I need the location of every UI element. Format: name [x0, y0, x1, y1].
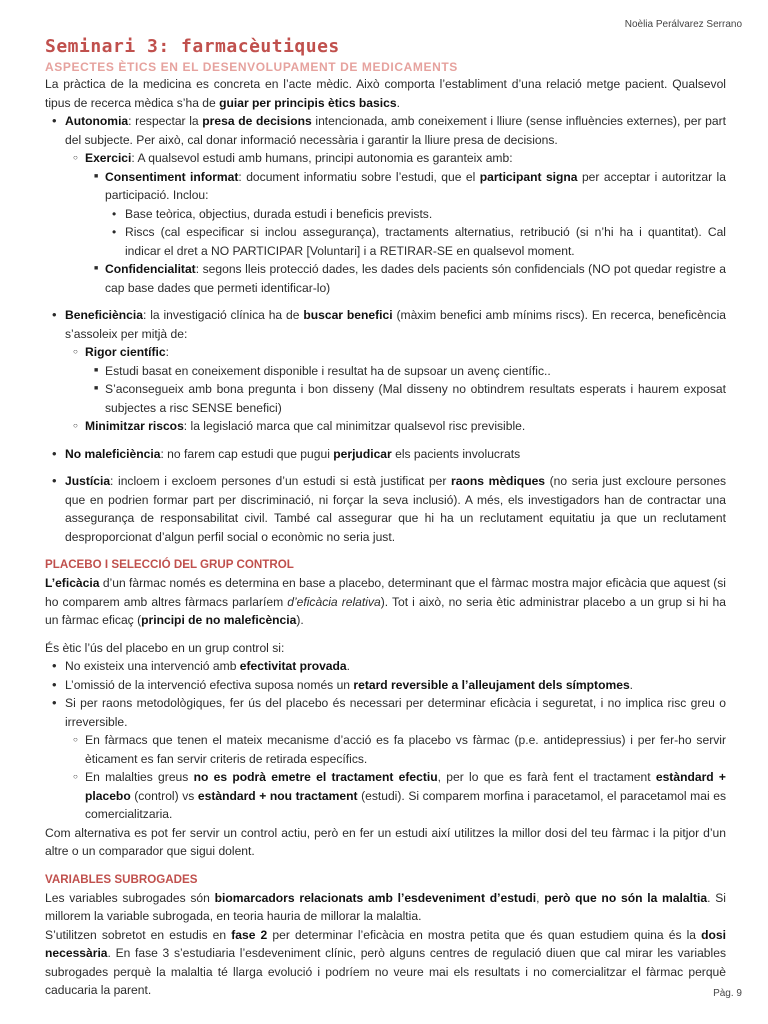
- bold-text: biomarcadors relacionats amb l’esdeveniment d’estudi: [214, 890, 537, 905]
- text: La pràctica de la medicina es concreta en l’acte mèdic. Això comporta l’establiment d’una relació metge pacient. Qualsevol tipus de recerca mèdica s’ha de: [45, 77, 726, 110]
- principle-label: Justícia: [65, 474, 111, 488]
- variables-paragraph-2: [45, 926, 726, 1000]
- document-body: [45, 36, 726, 1000]
- placebo-conditions-intro: És ètic l’ús del placebo en un grup control si:: [45, 640, 285, 655]
- list-item: • Base teòrica, objectius, durada estudi i beneficis prevists.: [105, 205, 726, 224]
- sublist: [65, 149, 726, 297]
- item-label: Rigor científic: [85, 345, 166, 359]
- text: .: [629, 677, 634, 692]
- text: En malalties greus: [85, 770, 194, 784]
- text: (màxim benefici amb mínims riscs). En recerca, beneficència s’assoleix per mitjà de:: [65, 308, 726, 341]
- section-heading-placebo: PLACEBO I SELECCIÓ DEL GRUP CONTROL: [45, 558, 294, 571]
- principle-autonomia: [45, 112, 726, 297]
- ethical-principles-list: [45, 112, 726, 546]
- text: S’utilitzen sobretot en estudis en: [45, 927, 232, 942]
- text: : incloem i excloem persones d’un estudi si està justificat per: [110, 474, 452, 488]
- variables-paragraph-1: [45, 889, 726, 926]
- bold-text: fase 2: [231, 927, 268, 942]
- text: : la investigació clínica ha de: [142, 308, 304, 322]
- bold-text: principi de no maleficència: [141, 613, 297, 627]
- bold-text: dosi necessària: [45, 927, 727, 960]
- item-label: Confidencialitat: [105, 262, 196, 276]
- bold-text: estàndard + placebo: [85, 770, 726, 803]
- bold-text: guiar per principis ètics basics: [219, 95, 397, 110]
- list-item: [45, 657, 726, 676]
- bold-text: retard reversible a l’alleujament dels símptomes: [353, 677, 630, 692]
- text: No existeix una intervenció amb: [65, 659, 240, 673]
- text: ,: [536, 890, 545, 905]
- text: :: [165, 345, 170, 359]
- principle-justicia: [45, 472, 726, 546]
- text: per acceptar i autoritzar la participació. Inclou:: [105, 169, 726, 202]
- sublist: [105, 205, 726, 261]
- list-item: ■ S’aconsegueix amb bona pregunta i bon disseny (Mal disseny no obtindrem resultats esperats i haurem exposat subjectes a risc SENSE benefici): [85, 380, 726, 417]
- exercici-item: [65, 149, 726, 297]
- sublist: [65, 731, 726, 824]
- rigor-item: [65, 343, 726, 417]
- page-number: Pàg. 9: [713, 988, 742, 999]
- text: , per lo que es farà fent el tractament: [437, 770, 656, 784]
- list-item: ■ Estudi basat en coneixement disponible i resultat ha de supsoar un avenç científic..: [85, 362, 726, 381]
- text: d’un fàrmac només es determina en base a placebo, determinant que el fàrmac mostra major eficàcia que aquest (si ho comparem amb altres fàrmacs parlaríem: [45, 576, 726, 609]
- sublist: [85, 168, 726, 298]
- list-item: [45, 676, 726, 695]
- item-label: Consentiment informat: [105, 169, 239, 184]
- bold-text: estàndard + nou tractament: [197, 788, 358, 803]
- intro-paragraph: [45, 75, 726, 112]
- text: (estudi). Si comparem morfina i paracetamol, el paracetamol mai es comercialitzaria.: [85, 788, 726, 821]
- text: . Si millorem la variable subrogada, en teoria hauria de millorar la malaltia.: [45, 890, 726, 923]
- text: (control) vs: [130, 788, 198, 803]
- text: els pacients involucrats: [391, 446, 521, 461]
- text: : respectar la: [128, 114, 203, 128]
- item-label: Exercici: [85, 151, 132, 165]
- text: (no seria just excloure persones que en podrien formar part per discriminació, ni forçar la seva inclusió). A més, els investigadors han de contractar una assegurança de responsabilitat civil. També cal assegurar que hi ha un reclutament equitatiu ja que un reclutament desproporcionat d’algun perfil social o econòmic no seria just.: [65, 474, 727, 544]
- principle-label: Beneficiència: [65, 308, 143, 322]
- bold-text: perjudicar: [333, 446, 392, 461]
- author-name: Noèlia Perálvarez Serrano: [624, 19, 742, 30]
- text: ).: [296, 613, 304, 627]
- sublist: [65, 343, 726, 436]
- principle-no-maleficiencia: [45, 445, 726, 464]
- text: Les variables subrogades són: [45, 890, 215, 905]
- text: per determinar l’eficàcia en mostra petita que és quan estudiem quina és la: [267, 927, 702, 942]
- text: : no farem cap estudi que pugui: [160, 446, 334, 461]
- text: .: [396, 95, 400, 110]
- section-heading-variables: VARIABLES SUBROGADES: [45, 872, 198, 886]
- text: ). Tot i això, no seria ètic administrar placebo a un grup si hi ha un fàrmac eficaç (: [45, 594, 726, 627]
- section-subtitle: ASPECTES ÈTICS EN EL DESENVOLUPAMENT DE MEDICAMENTS: [45, 60, 458, 74]
- placebo-conditions-list: [45, 657, 726, 824]
- bold-text: participant signa: [479, 169, 578, 184]
- consentiment-item: [85, 168, 726, 261]
- bold-text: L’eficàcia: [45, 576, 100, 590]
- confidencialitat-item: [85, 260, 726, 297]
- sublist: [85, 362, 726, 418]
- page-title: Seminari 3: farmacèutiques: [45, 36, 340, 57]
- text: . En fase 3 s’estudiaria l’esdeveniment clínic, però alguns centres de regulació diuen que cal mirar les variables subrogades perquè la malaltia té llarga evolució i podríem no veure mai els resultats i no comercialitzar el fàrmac perquè caducaria la parent.: [45, 946, 726, 997]
- list-item: [65, 768, 726, 824]
- principle-beneficiencia: [45, 306, 726, 436]
- text: intencionada, amb coneixement i lliure (sense influències externes), per part del subjecte. Per això, cal donar informació necessària i garantir la lliure presa de decisions.: [65, 114, 726, 147]
- bold-text: no es podrà emetre el tractament efectiu: [193, 770, 438, 784]
- principle-label: No maleficiència: [65, 446, 161, 461]
- text: : A qualsevol estudi amb humans, principi autonomia es garanteix amb:: [131, 151, 513, 165]
- item-label: Minimitzar riscos: [85, 419, 184, 433]
- bold-text: buscar benefici: [303, 308, 393, 322]
- text: L’omissió de la intervenció efectiva suposa només un: [65, 677, 354, 692]
- placebo-alternative-paragraph: Com alternativa es pot fer servir un control actiu, però en fer un estudi així utilitzes la millor dosi del teu fàrmac i la pitjor d’un altre o un comparador que sigui dolent.: [45, 825, 726, 858]
- list-item: [45, 694, 726, 824]
- bold-text: però que no són la malaltia: [544, 890, 708, 905]
- bold-text: raons mèdiques: [451, 474, 546, 488]
- list-item: ○ En fàrmacs que tenen el mateix mecanisme d’acció es fa placebo vs fàrmac (p.e. antidepressius) i per fer-ho servir èticament es fan servir criteris de retirada específics.: [65, 731, 726, 768]
- text: : document informatiu sobre l’estudi, que el: [238, 169, 480, 184]
- minimitzar-item: [65, 417, 726, 436]
- placebo-paragraph: [45, 574, 726, 630]
- text: .: [346, 659, 351, 673]
- italic-text: d’eficàcia relativa: [287, 594, 381, 609]
- principle-label: Autonomia: [65, 114, 129, 128]
- bold-text: presa de decisions: [202, 114, 312, 128]
- text: Si per raons metodològiques, fer ús del placebo és necessari per determinar eficàcia i seguretat, i no implica risc greu o irreversible.: [65, 696, 726, 729]
- text: : la legislació marca que cal minimitzar qualsevol risc previsible.: [183, 419, 526, 433]
- list-item: • Riscs (cal especificar si inclou assegurança), tractaments alternatius, retribució (si n’hi ha i quantitat). Cal indicar el dret a NO PARTICIPAR [Voluntari] i a RETIRAR-SE en qualsevol moment.: [105, 223, 726, 260]
- text: : segons lleis protecció dades, les dades dels pacients són confidencials (NO pot quedar registre a cap base dades que permeti identificar-lo): [105, 262, 726, 295]
- bold-text: efectivitat provada: [239, 659, 347, 673]
